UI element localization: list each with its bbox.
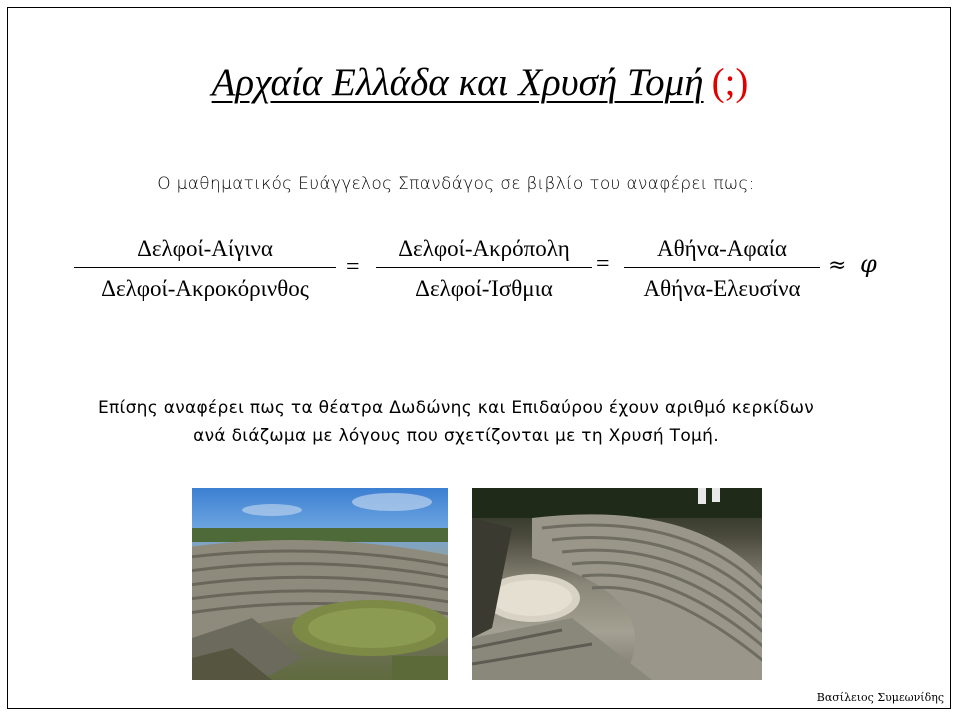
description-line-2: ανά διάζωμα με λόγους που σχετίζονται με τη Χρυσή Τομή. bbox=[193, 426, 719, 446]
fraction-1-bar bbox=[74, 267, 336, 268]
description-line-1: Επίσης αναφέρει πως τα θέατρα Δωδώνης και Επιδαύρου έχουν αριθμό κερκίδων bbox=[97, 398, 815, 418]
fraction-3-bar bbox=[624, 267, 820, 268]
slide-title bbox=[0, 60, 960, 105]
fraction-2-numerator: Δελφοί-Ακρόπολη bbox=[398, 236, 570, 261]
theatre-dodoni-photo bbox=[192, 488, 448, 680]
fraction-3-numerator: Αθήνα-Αφαία bbox=[657, 236, 787, 261]
theatre-epidaurus-photo bbox=[472, 488, 762, 680]
fraction-1-denominator: Δελφοί-Ακροκόρινθος bbox=[101, 276, 309, 301]
title-question-mark: (;) bbox=[711, 61, 749, 104]
description-paragraph bbox=[0, 394, 912, 450]
fraction-3-denominator: Αθήνα-Ελευσίνα bbox=[643, 276, 801, 301]
title-main: Αρχαία Ελλάδα και Χρυσή Τομή bbox=[211, 61, 704, 104]
fraction-2-bar bbox=[376, 267, 592, 268]
theatre-epidaurus-illustration bbox=[472, 488, 762, 680]
intro-text: Ο μαθηματικός Ευάγγελος Σπανδάγος σε βιβλίο του αναφέρει πως: bbox=[157, 174, 755, 194]
equals-sign-2: = bbox=[596, 251, 610, 277]
author-credit: Βασίλειος Συμεωνίδης bbox=[816, 691, 944, 704]
equals-sign-1: = bbox=[346, 254, 360, 280]
phi-symbol: φ bbox=[860, 250, 877, 278]
fraction-1-numerator: Δελφοί-Αίγινα bbox=[137, 236, 273, 261]
fraction-1 bbox=[74, 234, 336, 304]
fraction-3 bbox=[624, 234, 820, 304]
approx-sign: ≈ bbox=[828, 253, 847, 278]
fraction-2-denominator: Δελφοί-Ίσθμια bbox=[415, 276, 553, 301]
theatre-dodoni-illustration bbox=[192, 488, 448, 680]
fraction-2 bbox=[376, 234, 592, 304]
